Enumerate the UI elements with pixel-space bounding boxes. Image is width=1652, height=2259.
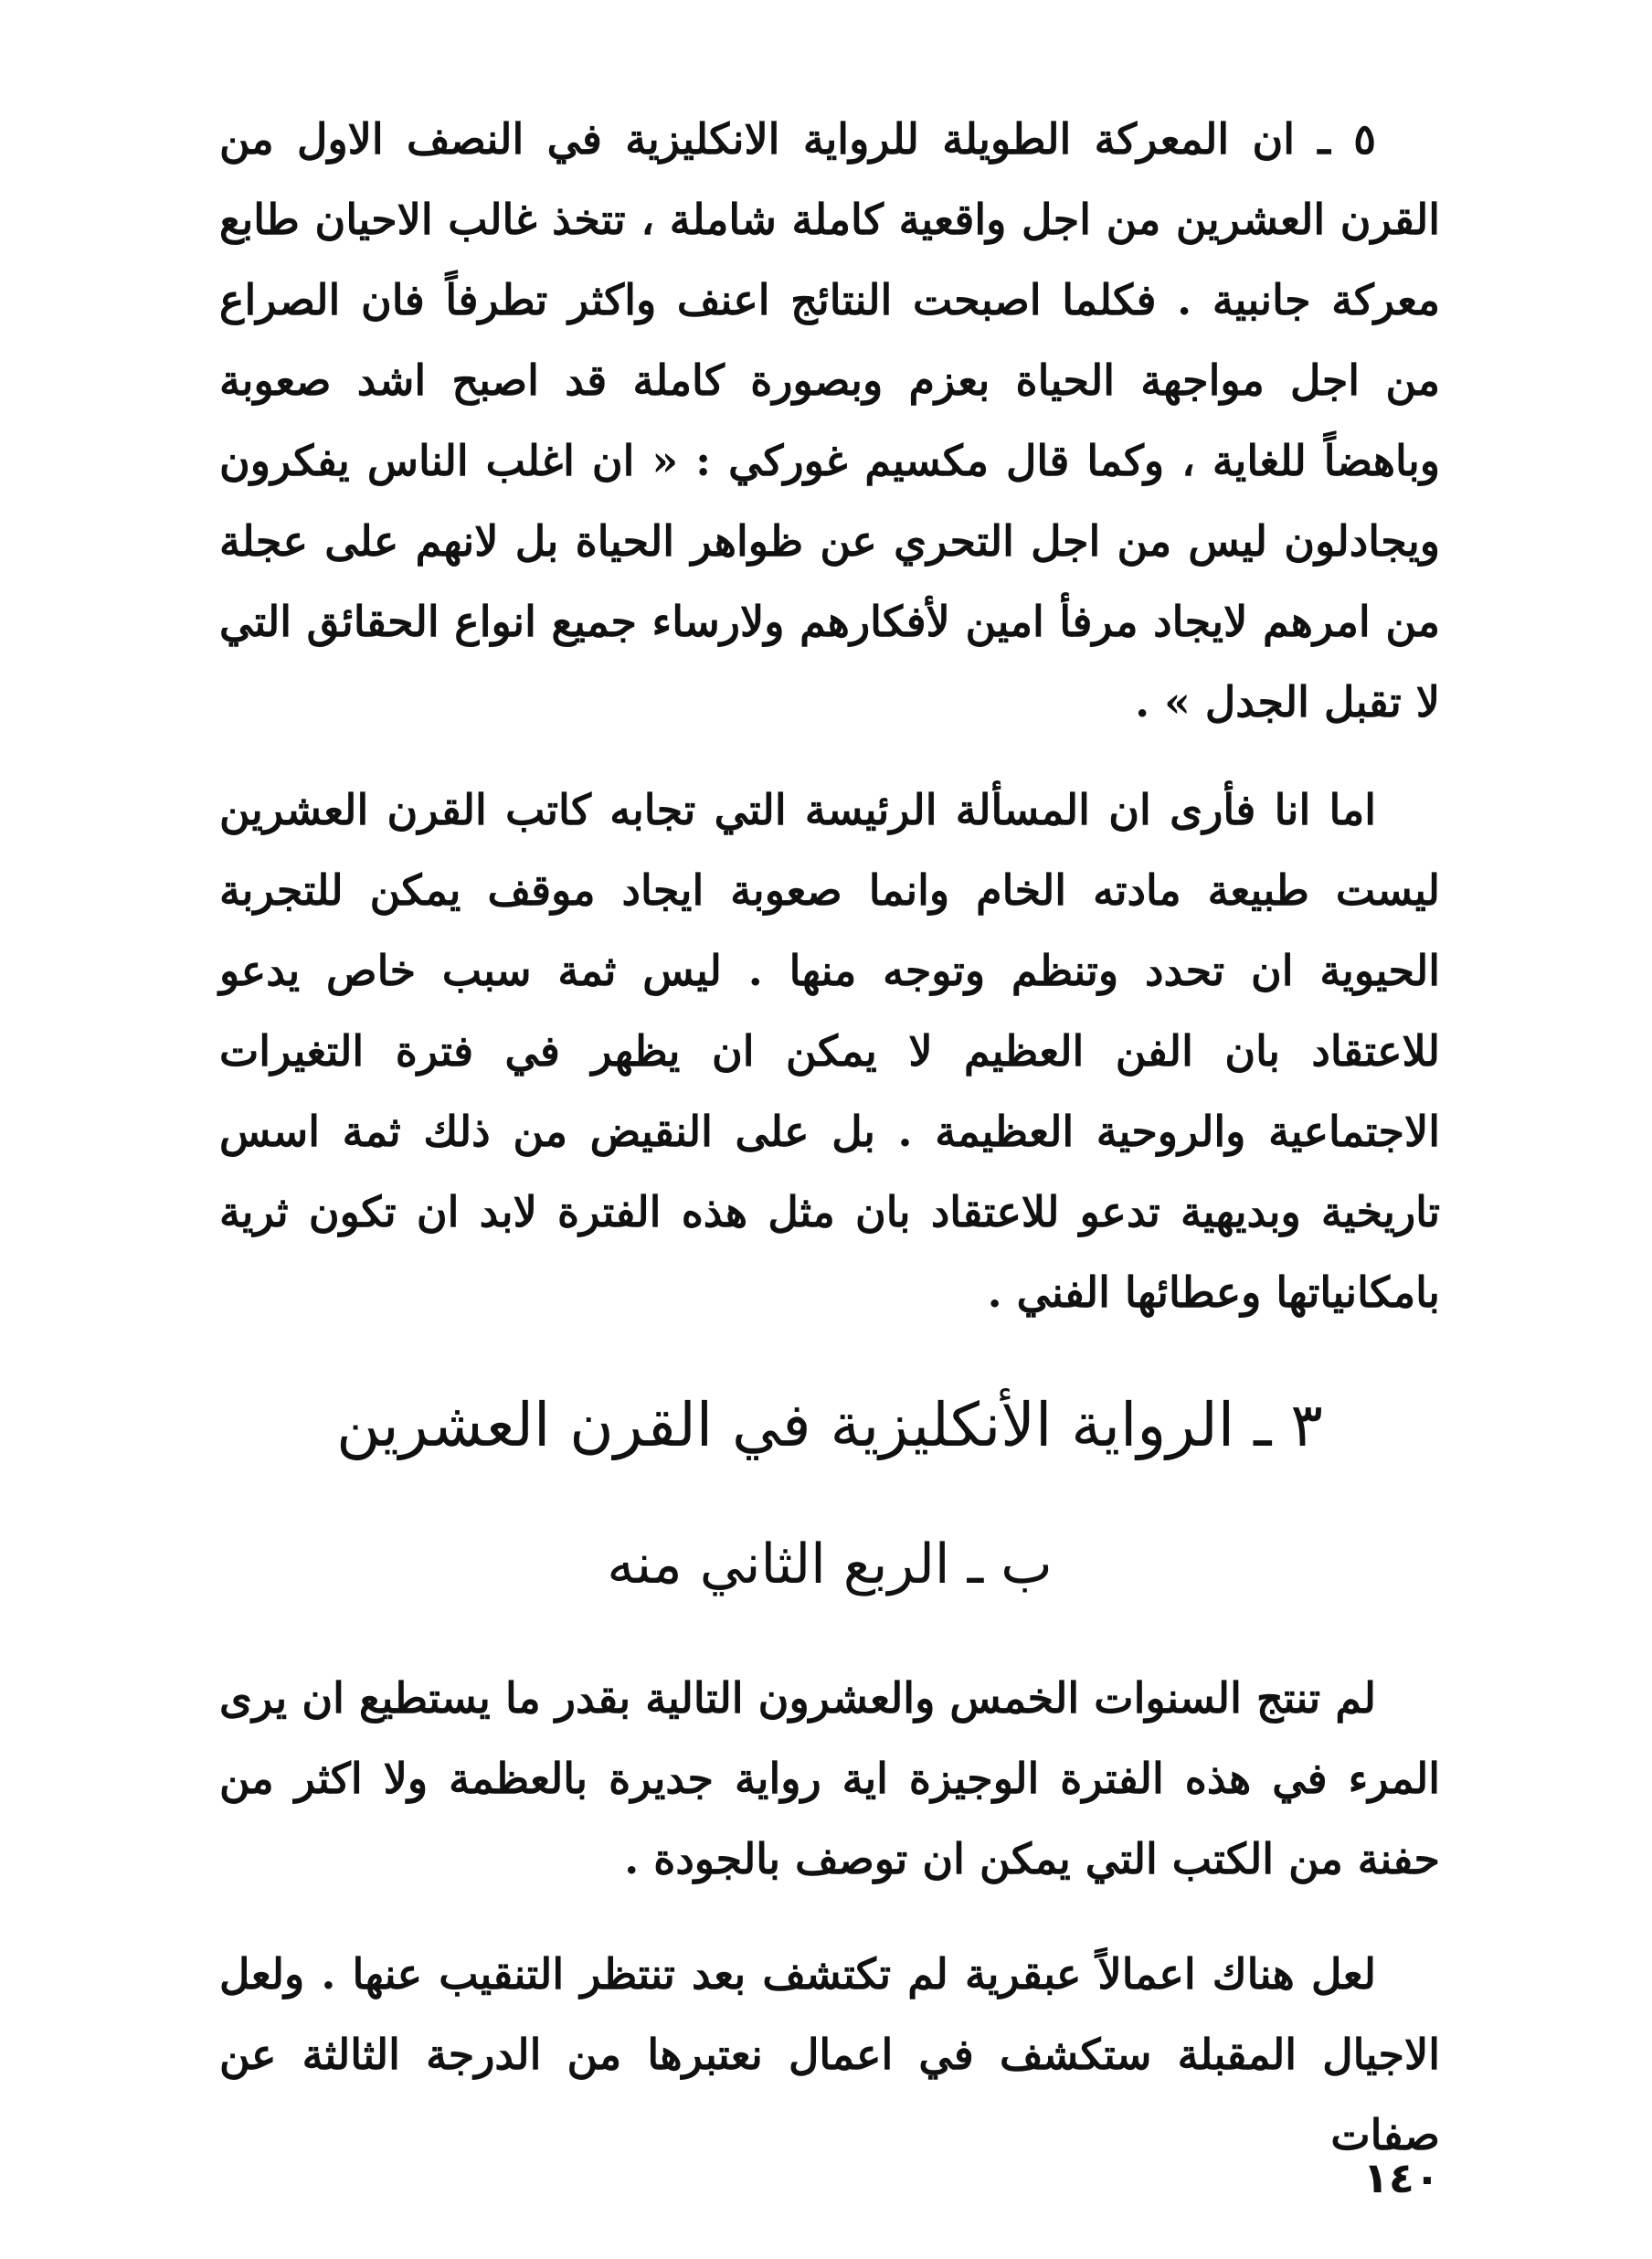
section-title: ٣ ـ الرواية الأنكليزية في القرن العشرين <box>336 1390 1323 1460</box>
paragraph-maxim-gorky-quote: ٥ ـ ان المعركة الطويلة للرواية الانكليزية في النصف الاول من القرن العشرين من اجل واقعية كاملة شاملة ، تتخذ غالب الاحيان طابع معركة جانبية . فكلما اصبحت النتائج اعنف واكثر تطرفاً فان الصراع من اجل مواجهة الحياة بعزم وبصورة كاملة قد اصبح اشد صعوبة وباهضاً للغاية ، وكما قال مكسيم غوركي : « ان اغلب الناس يفكرون ويجادلون ليس من اجل التحري عن ظواهر الحياة بل لانهم على عجلة من امرهم لايجاد مرفأ امين لأفكارهم ولارساء جميع انواع الحقائق التي لا تقبل الجدل » . <box>219 114 1441 726</box>
paragraph-works-of-genius: لعل هناك اعمالاً عبقرية لم تكتشف بعد تنتظر التنقيب عنها . ولعل الاجيال المقبلة ستكشف في اعمال نعتبرها من الدرجة الثالثة عن صفات <box>219 1949 1440 2159</box>
subsection-title: ب ـ الربع الثاني منه <box>607 1533 1053 1596</box>
page-number: ١٤٠ <box>1362 2153 1440 2202</box>
paragraph-main-problem: اما انا فأرى ان المسألة الرئيسة التي تجابه كاتب القرن العشرين ليست طبيعة مادته الخام وانما صعوبة ايجاد موقف يمكن للتجربة الحيوية ان تحدد وتنظم وتوجه منها . ليس ثمة سبب خاص يدعو للاعتقاد بان الفن العظيم لا يمكن ان يظهر في فترة التغيرات الاجتماعية والروحية العظيمة . بل على النقيض من ذلك ثمة اسس تاريخية وبديهية تدعو للاعتقاد بان مثل هذه الفترة لابد ان تكون ثرية بامكانياتها وعطائها الفني . <box>219 785 1440 1317</box>
paragraph-twenty-five-years: لم تنتج السنوات الخمس والعشرون التالية بقدر ما يستطيع ان يرى المرء في هذه الفترة الوجيزة اية رواية جديرة بالعظمة ولا اكثر من حفنة من الكتب التي يمكن ان توصف بالجودة . <box>219 1673 1440 1883</box>
